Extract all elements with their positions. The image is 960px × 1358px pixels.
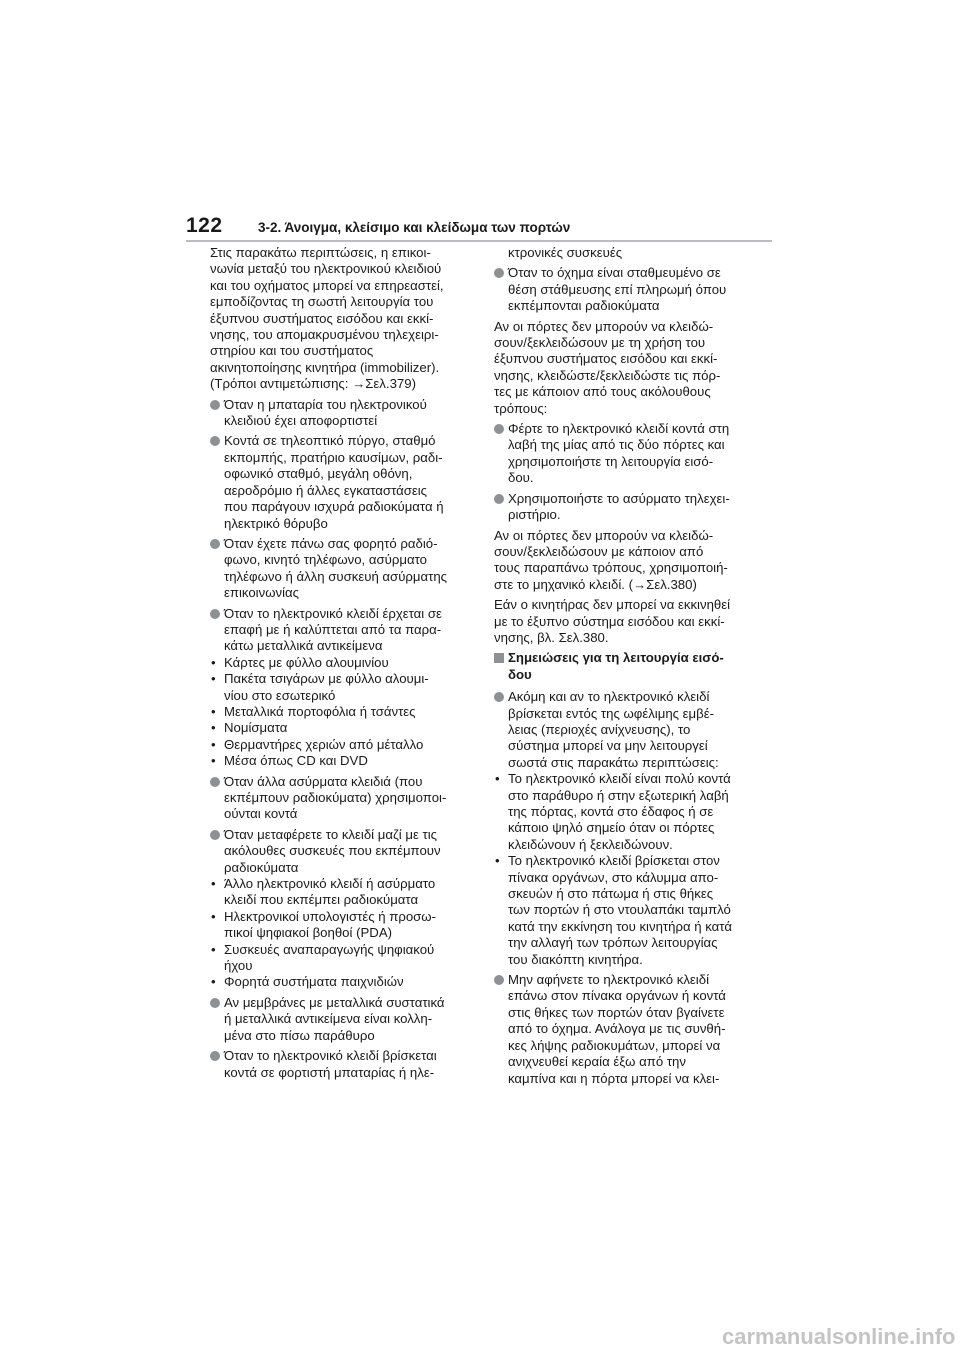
text-line: αεροδρόμιο ή άλλες εγκαταστάσεις — [224, 482, 428, 498]
text-line: Αν οι πόρτες δεν μπορούν να κλειδώ- — [494, 527, 714, 543]
bullet-item — [494, 689, 756, 771]
continued-text — [494, 245, 756, 261]
text-line: οφωνικό σταθμό, μεγάλη οθόνη, — [224, 466, 413, 482]
text-line: πικοί ψηφιακοί βοηθοί (PDA) — [224, 925, 393, 941]
text-line: Άλλο ηλεκτρονικό κλειδί ή ασύρματο — [224, 876, 436, 892]
bullet-text — [224, 1048, 472, 1081]
text-line: σουν/ξεκλειδώσουν με τη χρήση του — [494, 335, 706, 351]
text-line: των πορτών ή στο ντουλαπάκι ταμπλό — [508, 902, 731, 918]
text-line: εκπέμπουν ραδιοκύματα) χρησιμοποι- — [224, 790, 447, 805]
text-line: που παράγουν ισχυρά ραδιοκύματα ή — [224, 499, 444, 515]
text-line: κάτω μεταλλικά αντικείμενα — [224, 638, 383, 654]
bullet-item — [494, 265, 756, 314]
text-line: εκπομπής, πρατήριο καυσίμων, ραδι- — [224, 449, 443, 465]
sub-list-item — [210, 671, 472, 704]
text-line: Φέρτε το ηλεκτρονικό κλειδί κοντά στη — [508, 421, 730, 437]
text-line: Όταν μεταφέρετε το κλειδί μαζί με τις — [224, 826, 438, 842]
text-line: (Τρόποι αντιμετώπισης: →Σελ.379) — [210, 376, 416, 392]
sub-list-item — [210, 753, 472, 769]
text-line: κλειδώνουν ή ξεκλειδώνουν. — [508, 836, 673, 852]
bullet-item — [210, 995, 472, 1044]
text-line: ακινητοποίησης κινητήρα (immobilizer). — [210, 359, 440, 375]
text-line: έξυπνου συστήματος εισόδου και εκκί- — [210, 310, 434, 326]
text-line: πίνακα οργάνων, στο κάλυμμα απο- — [508, 869, 719, 885]
text-line: σουν/ξεκλειδώσουν με κάποιον από — [494, 543, 704, 559]
text-line: έξυπνου συστήματος εισόδου και εκκί- — [494, 351, 718, 367]
text-line: τηλέφωνο ή άλλη συσκευή ασύρματης — [224, 568, 448, 584]
text-line: θέση στάθμευσης επί πληρωμή όπου — [508, 281, 727, 297]
text-line: εμποδίζοντας τη σωστή λειτουργία του — [210, 294, 434, 310]
page-number: 122 — [186, 214, 223, 237]
text-line: Σημειώσεις για τη λειτουργία εισό- — [508, 650, 724, 666]
bullet-text — [224, 397, 472, 430]
text-line: Συσκευές αναπαραγωγής ψηφιακού — [224, 941, 435, 957]
watermark: carmanualsonline.info — [722, 1324, 956, 1349]
text-line: κατά την εκκίνηση του κινητήρα ή κατά — [508, 918, 732, 934]
text-line: εκπέμπονται ραδιοκύματα — [508, 298, 660, 314]
left-column — [210, 245, 472, 1085]
sub-bullet-icon: • — [211, 654, 216, 670]
text-line: ηλεκτρικό θόρυβο — [224, 515, 328, 531]
right-column — [494, 245, 756, 1091]
text-line: βρίσκεται εντός της ωφέλιμης εμβέ- — [508, 705, 715, 721]
sub-bullet-icon: • — [211, 736, 216, 752]
text-line: Στις παρακάτω περιπτώσεις, η επικοι- — [210, 245, 431, 260]
text-line: στηρίου και του συστήματος — [210, 343, 374, 359]
bullet-dot-icon — [494, 424, 504, 434]
sub-list-item — [494, 853, 756, 968]
sub-list-item — [210, 655, 472, 671]
bullet-dot-icon — [210, 539, 220, 549]
bullet-item — [210, 1048, 472, 1081]
text-line: κτρονικές συσκευές — [508, 245, 623, 260]
sub-bullet-icon: • — [211, 908, 216, 924]
text-line: λειας (περιοχές ανίχνευσης), το — [508, 721, 691, 737]
text-line: φωνο, κινητό τηλέφωνο, ασύρματο — [224, 552, 427, 568]
text-line: ραδιοκύματα — [224, 859, 299, 875]
bullet-dot-icon — [494, 975, 504, 985]
bullet-item — [210, 433, 472, 531]
sub-bullet-icon: • — [211, 974, 216, 990]
bullet-dot-icon — [210, 998, 220, 1008]
text-line: ριστήριο. — [508, 507, 561, 523]
text-line: με το έξυπνο σύστημα εισόδου και εκκί- — [494, 613, 725, 629]
text-line: ακόλουθες συσκευές που εκπέμπουν — [224, 843, 441, 859]
bullet-text — [508, 491, 756, 524]
text-line: Όταν το ηλεκτρονικό κλειδί βρίσκεται — [224, 1048, 437, 1064]
sub-bullet-icon: • — [211, 876, 216, 892]
text-line: της πόρτας, κοντά στο έδαφος ή σε — [508, 804, 714, 819]
text-line: Όταν έχετε πάνω σας φορητό ραδιό- — [224, 535, 438, 551]
sub-bullet-icon: • — [211, 671, 216, 687]
bullet-text — [508, 421, 756, 487]
text-line: νίου στο εσωτερικό — [224, 687, 336, 703]
text-line: Κοντά σε τηλεοπτικό πύργο, σταθμό — [224, 433, 436, 449]
text-line: χρησιμοποιήστε τη λειτουργία εισό- — [508, 453, 714, 469]
text-line: μένα στο πίσω παράθυρο — [224, 1027, 375, 1043]
text-line: Χρησιμοποιήστε το ασύρματο τηλεχει- — [508, 490, 730, 506]
text-line: Όταν το ηλεκτρονικό κλειδί έρχεται σε — [224, 605, 442, 621]
bullet-item — [210, 536, 472, 602]
bullet-dot-icon — [210, 609, 220, 619]
text-line: Αν μεμβράνες με μεταλλικά συστατικά — [224, 994, 445, 1010]
text-line: από το όχημα. Ανάλογα με τις συνθή- — [508, 1021, 726, 1037]
text-line: στις θήκες των πορτών όταν βγαίνετε — [508, 1004, 725, 1020]
text-line: Ηλεκτρονικοί υπολογιστές ή προσω- — [224, 908, 436, 924]
text-line: ούνται κοντά — [224, 806, 298, 822]
text-line: Μέσα όπως CD και DVD — [224, 753, 368, 769]
text-line: Ακόμη και αν το ηλεκτρονικό κλειδί — [508, 689, 710, 705]
bullet-item — [210, 397, 472, 430]
bullet-dot-icon — [210, 1051, 220, 1061]
text-line: καμπίνα και η πόρτα μπορεί να κλει- — [508, 1070, 720, 1086]
sub-list — [210, 655, 472, 770]
bullet-item — [210, 774, 472, 823]
bullet-text — [224, 606, 472, 655]
bullet-text — [224, 827, 472, 876]
sub-bullet-icon: • — [495, 853, 500, 869]
sub-list-item — [494, 771, 756, 853]
text-line: Φορητά συστήματα παιχνιδιών — [224, 974, 404, 990]
sub-bullet-icon: • — [495, 771, 500, 787]
bullet-item — [494, 972, 756, 1087]
bullet-text — [224, 433, 472, 531]
bullet-dot-icon — [210, 777, 220, 787]
bullet-dot-icon — [494, 692, 504, 702]
sub-list-item — [210, 974, 472, 990]
bullet-dot-icon — [494, 268, 504, 278]
text-line: λαβή της μίας από τις δύο πόρτες και — [508, 437, 725, 453]
text-line: επάνω στον πίνακα οργάνων ή κοντά — [508, 988, 726, 1004]
sub-list-item — [210, 909, 472, 942]
text-line: Θερμαντήρες χεριών από μέταλλο — [224, 736, 424, 752]
text-line: ανιχνευθεί κεραία έξω από την — [508, 1054, 686, 1070]
bullet-item — [494, 421, 756, 487]
bullet-text — [508, 265, 756, 314]
text-line: νησης, κλειδώστε/ξεκλειδώστε τις πόρ- — [494, 367, 721, 383]
bullet-dot-icon — [210, 400, 220, 410]
note-heading — [494, 650, 756, 683]
text-line: νησης, του απομακρυσμένου τηλεχειρι- — [210, 327, 439, 343]
text-line: νωνία μεταξύ του ηλεκτρονικού κλειδιού — [210, 261, 442, 277]
text-line: Εάν ο κινητήρας δεν μπορεί να εκκινηθεί — [494, 597, 731, 613]
note-heading-text — [508, 650, 756, 683]
text-line: νησης, βλ. Σελ.380. — [494, 629, 609, 645]
text-line: Όταν το όχημα είναι σταθμευμένο σε — [508, 265, 721, 281]
paragraph — [494, 319, 756, 417]
text-line: Το ηλεκτρονικό κλειδί είναι πολύ κοντά — [508, 771, 731, 787]
text-line: Όταν η μπαταρία του ηλεκτρονικού — [224, 396, 427, 412]
text-line: ή μεταλλικά αντικείμενα είναι κολλη- — [224, 1011, 433, 1027]
text-line: του διακόπτη κινητήρα. — [508, 951, 643, 967]
paragraph — [494, 528, 756, 594]
text-line: Το ηλεκτρονικό κλειδί βρίσκεται στον — [508, 853, 720, 869]
text-line: κάποιο ψηλό σημείο όταν οι πόρτες — [508, 820, 715, 836]
sub-list — [210, 876, 472, 991]
text-line: την αλλαγή των τρόπων λειτουργίας — [508, 935, 718, 951]
text-line: Όταν άλλα ασύρματα κλειδιά (που — [224, 773, 423, 789]
bullet-item — [210, 606, 472, 655]
sub-list-item — [210, 942, 472, 975]
sub-list-item — [210, 720, 472, 736]
bullet-text — [508, 972, 756, 1087]
text-line: επαφή με ή καλύπτεται από τα παρα- — [224, 621, 442, 637]
bullet-dot-icon — [210, 830, 220, 840]
text-line: Νομίσματα — [224, 720, 288, 736]
sub-list-item — [210, 876, 472, 909]
paragraph — [494, 597, 756, 646]
bullet-item — [494, 491, 756, 524]
intro-paragraph — [210, 245, 472, 393]
text-line: τους παραπάνω τρόπους, χρησιμοποιή- — [494, 560, 728, 576]
bullet-text — [224, 774, 472, 823]
bullet-dot-icon — [494, 494, 504, 504]
text-line: στο παράθυρο ή στην εξωτερική λαβή — [508, 787, 729, 803]
sub-bullet-icon: • — [211, 753, 216, 769]
text-line: Αν οι πόρτες δεν μπορούν να κλειδώ- — [494, 318, 714, 334]
sub-list-item — [210, 737, 472, 753]
text-line: ήχου — [224, 958, 253, 974]
text-line: τες με κάποιον από τους ακόλουθους — [494, 384, 711, 400]
text-line: δου. — [508, 470, 534, 486]
text-line: κλειδιού έχει αποφορτιστεί — [224, 413, 378, 429]
sub-bullet-icon: • — [211, 720, 216, 736]
text-line: και του οχήματος μπορεί να επηρεαστεί, — [210, 277, 444, 293]
bullet-item — [210, 827, 472, 876]
text-line: Πακέτα τσιγάρων με φύλλο αλουμι- — [224, 671, 429, 687]
text-line: Μεταλλικά πορτοφόλια ή τσάντες — [224, 703, 416, 719]
sub-list-item — [210, 704, 472, 720]
text-line: επικοινωνίας — [224, 585, 299, 601]
text-line: κοντά σε φορτιστή μπαταρίας ή ηλε- — [224, 1064, 435, 1080]
section-title: 3-2. Άνοιγμα, κλείσιμο και κλείδωμα των πορτών — [258, 220, 571, 235]
header-rule — [186, 240, 772, 242]
text-line: κες λήψης ραδιοκυμάτων, μπορεί να — [508, 1037, 721, 1053]
bullet-text — [224, 536, 472, 602]
text-line: σκευών ή στο πάτωμα ή στις θήκες — [508, 886, 714, 902]
text-line: δου — [508, 666, 532, 682]
text-line: κλειδί που εκπέμπει ραδιοκύματα — [224, 892, 419, 908]
bullet-dot-icon — [210, 436, 220, 446]
bullet-text — [508, 689, 756, 771]
square-bullet-icon — [494, 653, 504, 663]
text-line: σύστημα μπορεί να μην λειτουργεί — [508, 738, 708, 754]
text-line: στε το μηχανικό κλειδί. (→Σελ.380) — [494, 576, 697, 592]
text-line: Κάρτες με φύλλο αλουμινίου — [224, 654, 389, 670]
text-line: τρόπους: — [494, 400, 548, 416]
text-line: Μην αφήνετε το ηλεκτρονικό κλειδί — [508, 972, 709, 988]
sub-bullet-icon: • — [211, 941, 216, 957]
text-line: σωστά στις παρακάτω περιπτώσεις: — [508, 754, 719, 770]
sub-list — [494, 771, 756, 968]
sub-bullet-icon: • — [211, 703, 216, 719]
bullet-text — [224, 995, 472, 1044]
